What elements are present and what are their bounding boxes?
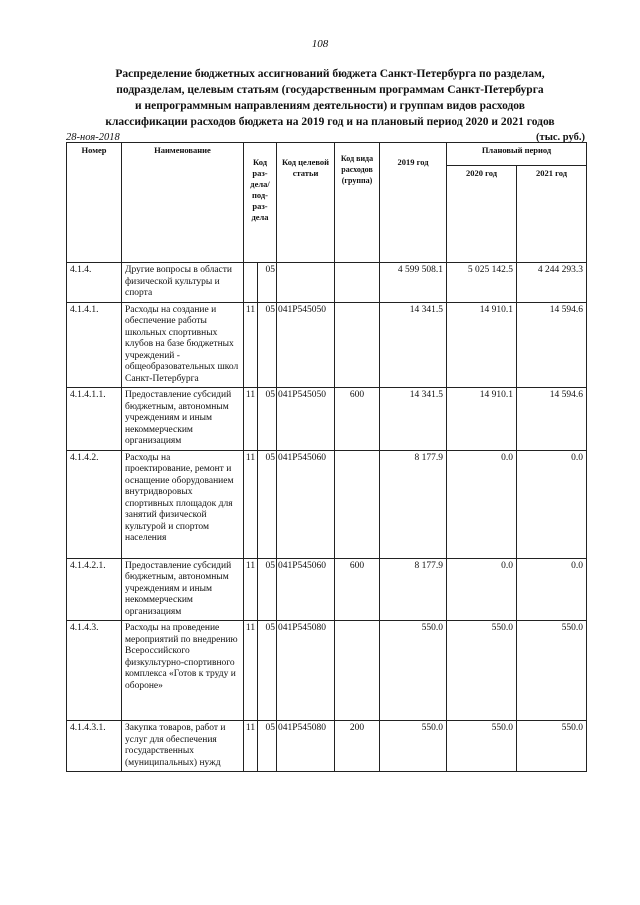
row-amount-2019: 550.0 (380, 721, 447, 772)
row-name: Предоставление субсидий бюджетным, автономным учреждениям и иным некоммерческим организациям (122, 558, 244, 621)
row-type-code: 600 (335, 388, 380, 451)
row-type-code: 600 (335, 558, 380, 621)
row-amount-2020: 14 910.1 (447, 388, 517, 451)
row-amount-2019: 550.0 (380, 621, 447, 721)
row-type-code: 200 (335, 721, 380, 772)
row-target-code: 041Р545080 (277, 621, 335, 721)
row-section-code (244, 263, 258, 303)
row-section-code: 11 (244, 558, 258, 621)
header-number: Номер (67, 143, 122, 263)
header-planned-period: Плановый период (447, 143, 587, 166)
row-amount-2021: 14 594.6 (517, 302, 587, 388)
row-amount-2020: 0.0 (447, 558, 517, 621)
units-label: (тыс. руб.) (536, 132, 585, 143)
header-2019: 2019 год (380, 143, 447, 263)
row-number: 4.1.4. (67, 263, 122, 303)
row-target-code: 041Р545060 (277, 450, 335, 558)
table-header-row (67, 143, 587, 166)
title-line: и непрограммным направлениям деятельности) и группам видов расходов (135, 100, 525, 112)
row-number: 4.1.4.3. (67, 621, 122, 721)
header-2020: 2020 год (447, 166, 517, 263)
row-amount-2020: 550.0 (447, 721, 517, 772)
table-row (67, 621, 587, 721)
row-amount-2021: 0.0 (517, 558, 587, 621)
row-number: 4.1.4.1. (67, 302, 122, 388)
row-target-code: 041Р545050 (277, 388, 335, 451)
row-number: 4.1.4.1.1. (67, 388, 122, 451)
row-name: Расходы на проектирование, ремонт и оснащение оборудованием внутридворовых спортивных площадок для занятий физической культурой и спортом населения (122, 450, 244, 558)
title-line: Распределение бюджетных ассигнований бюджета Санкт-Петербурга по разделам, (115, 68, 545, 80)
row-amount-2019: 14 341.5 (380, 302, 447, 388)
row-section-code: 11 (244, 302, 258, 388)
row-section-code: 11 (244, 450, 258, 558)
row-section-code: 11 (244, 721, 258, 772)
document-title (60, 66, 600, 130)
row-amount-2021: 14 594.6 (517, 388, 587, 451)
row-amount-2020: 14 910.1 (447, 302, 517, 388)
row-amount-2021: 0.0 (517, 450, 587, 558)
row-section-code: 11 (244, 388, 258, 451)
header-section-code: Код раз-дела/ под-раз-дела (244, 143, 277, 263)
row-amount-2020: 5 025 142.5 (447, 263, 517, 303)
row-type-code (335, 450, 380, 558)
row-amount-2020: 550.0 (447, 621, 517, 721)
row-amount-2019: 4 599 508.1 (380, 263, 447, 303)
row-amount-2019: 8 177.9 (380, 558, 447, 621)
row-name: Расходы на проведение мероприятий по внедрению Всероссийского физкультурно-спортивного комплекса «Готов к труду и обороне» (122, 621, 244, 721)
row-subsection-code: 05 (258, 558, 277, 621)
row-type-code (335, 621, 380, 721)
table-row (67, 450, 587, 558)
title-line: подразделам, целевым статьям (государственным программам Санкт-Петербурга (116, 84, 544, 96)
table-row (67, 263, 587, 303)
table-row (67, 721, 587, 772)
table-row (67, 558, 587, 621)
row-target-code (277, 263, 335, 303)
row-amount-2021: 550.0 (517, 721, 587, 772)
row-amount-2020: 0.0 (447, 450, 517, 558)
row-name: Другие вопросы в области физической культуры и спорта (122, 263, 244, 303)
row-target-code: 041Р545080 (277, 721, 335, 772)
row-number: 4.1.4.2.1. (67, 558, 122, 621)
row-amount-2019: 14 341.5 (380, 388, 447, 451)
table-row (67, 302, 587, 388)
header-target-code: Код целевой статьи (277, 143, 335, 263)
row-subsection-code: 05 (258, 302, 277, 388)
table-row (67, 388, 587, 451)
row-subsection-code: 05 (258, 388, 277, 451)
row-amount-2021: 550.0 (517, 621, 587, 721)
row-amount-2019: 8 177.9 (380, 450, 447, 558)
row-type-code (335, 263, 380, 303)
row-section-code: 11 (244, 621, 258, 721)
row-subsection-code: 05 (258, 721, 277, 772)
row-number: 4.1.4.2. (67, 450, 122, 558)
page-number: 108 (311, 38, 329, 50)
row-target-code: 041Р545060 (277, 558, 335, 621)
row-subsection-code: 05 (258, 621, 277, 721)
document-date: 28-ноя-2018 (66, 132, 120, 143)
header-type-code: Код вида расходов (группа) (335, 143, 380, 263)
row-type-code (335, 302, 380, 388)
row-name: Расходы на создание и обеспечение работы школьных спортивных клубов на базе бюджетных учреждений - общеобразовательных школ Санкт-Петербурга (122, 302, 244, 388)
row-subsection-code: 05 (258, 450, 277, 558)
row-amount-2021: 4 244 293.3 (517, 263, 587, 303)
header-2021: 2021 год (517, 166, 587, 263)
row-subsection-code: 05 (258, 263, 277, 303)
row-name: Предоставление субсидий бюджетным, автономным учреждениям и иным некоммерческим организациям (122, 388, 244, 451)
budget-table (66, 142, 587, 772)
header-name: Наименование (122, 143, 244, 263)
title-line: классификации расходов бюджета на 2019 год и на плановый период 2020 и 2021 годов (105, 116, 555, 128)
row-target-code: 041Р545050 (277, 302, 335, 388)
table-body (67, 263, 587, 772)
row-name: Закупка товаров, работ и услуг для обеспечения государственных (муниципальных) нужд (122, 721, 244, 772)
row-number: 4.1.4.3.1. (67, 721, 122, 772)
